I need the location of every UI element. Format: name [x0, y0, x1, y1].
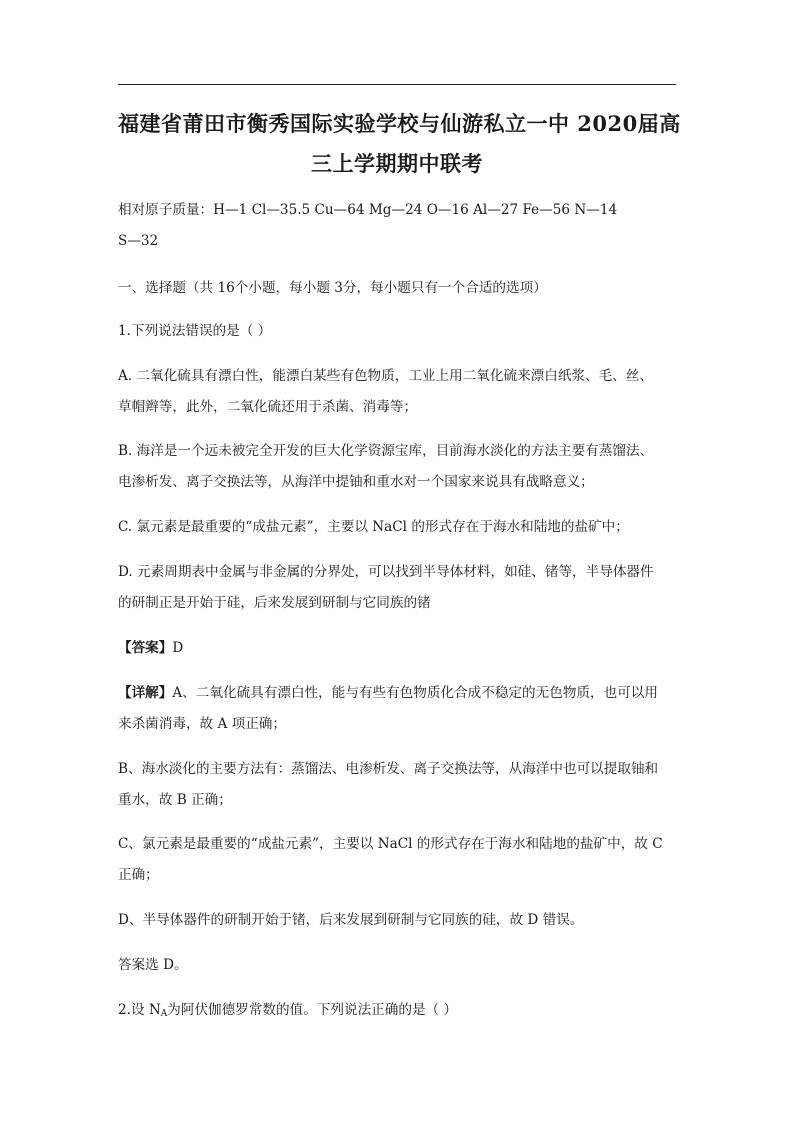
- q1-conclusion: 答案选 D。: [118, 957, 188, 973]
- q1-option-a: A. 二氧化硫具有漂白性，能漂白某些有色物质，工业上用二氧化硫来漂白纸浆、毛、丝、 草帽辫等，此外，二氧化硫还用于杀菌、消毒等；: [118, 368, 654, 415]
- q1-option-c: C. 氯元素是最重要的“成盐元素”，主要以 NaCl 的形式存在于海水和陆地的盐矿中；: [118, 519, 629, 535]
- q1-detail-c: C、氯元素是最重要的“成盐元素”，主要以 NaCl 的形式存在于海水和陆地的盐矿中，故 C 正确；: [118, 836, 663, 883]
- detail-label: 【详解】: [118, 685, 173, 701]
- q1-option-b: B. 海洋是一个远未被完全开发的巨大化学资源宝库，目前海水淡化的方法主要有蒸馏法、 电渗析发、离子交换法等，从海洋中提铀和重水对一个国家来说具有战略意义；: [118, 443, 654, 490]
- header-rule: [118, 84, 676, 85]
- doc-title-line1: 福建省莆田市衡秀国际实验学校与仙游私立一中 2020届高: [118, 111, 681, 136]
- doc-title-line2: 三上学期期中联考: [311, 151, 483, 176]
- q1-answer: [118, 637, 678, 659]
- q1-detail-a: 【详解】A、二氧化硫具有漂白性，能与有些有色物质化合成不稳定的无色物质，也可以用 来杀菌消毒，故 A 项正确；: [118, 685, 658, 732]
- question-1-stem: 1.下列说法错误的是（ ）: [118, 323, 272, 339]
- atomic-mass-line2: S—32: [118, 233, 159, 249]
- atomic-mass-block: [118, 199, 678, 252]
- atomic-mass-line1: 相对原子质量：H—1 Cl—35.5 Cu—64 Mg—24 O—16 Al—27 Fe—56 N—14: [118, 202, 618, 218]
- q1-detail-b: B、海水淡化的主要方法有：蒸馏法、电渗析发、离子交换法等，从海洋中也可以提取铀和 重水，故 B 正确；: [118, 761, 659, 808]
- q1-option-d: D. 元素周期表中金属与非金属的分界处，可以找到半导体材料，如硅、锗等，半导体器件 的研制正是开始于硅，后来发展到研制与它同族的锗: [118, 564, 654, 611]
- subscript-a: A: [160, 1009, 168, 1019]
- question-2-stem: 2.设 $N_A$为阿伏伽德罗常数的值。下列说法正确的是（ ）: [118, 1002, 458, 1019]
- answer-label: 【答案】: [118, 640, 173, 656]
- section-heading: 一、选择题（共 16个小题，每小题 3分，每小题只有一个合适的选项）: [118, 280, 547, 296]
- answer-value: D: [172, 640, 184, 656]
- q1-detail-d: D、半导体器件的研制开始于锗，后来发展到研制与它同族的硅，故 D 错误。: [118, 912, 584, 928]
